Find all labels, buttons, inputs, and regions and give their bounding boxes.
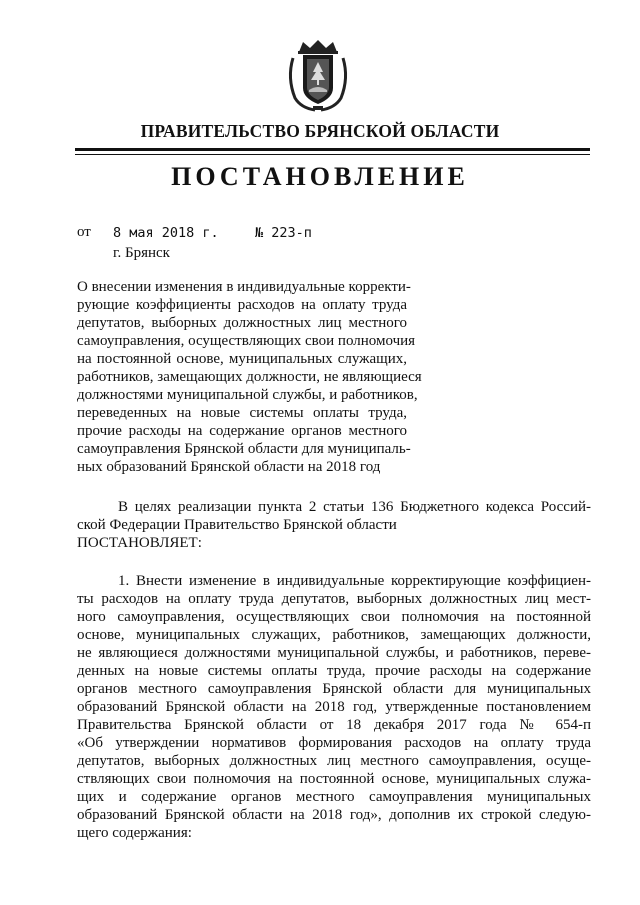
subject-line: должностями муниципальной службы, и работников, — [77, 387, 418, 403]
preamble-paragraph — [77, 498, 591, 552]
item-1-line: щего содержания: — [77, 825, 192, 841]
header-rule-thick — [75, 148, 590, 151]
subject-line: рующие коэффициенты расходов на оплату труда — [77, 297, 407, 313]
coat-of-arms-emblem — [285, 38, 351, 114]
subject-line: депутатов, выборных должностных лиц местного — [77, 315, 407, 331]
subject-line: ных образований Брянской области на 2018 год — [77, 459, 381, 475]
item-1-line: Правительства Брянской области от 18 декабря 2017 года № 654-п — [77, 717, 591, 733]
item-1-line: ты расходов на оплату труда депутатов, выборных должностных лиц мест- — [77, 591, 591, 607]
item-1-line: щих и содержание органов местного самоуправления муниципальных — [77, 789, 591, 805]
item-1-line: 1. Внести изменение в индивидуальные корректирующие коэффициен- — [118, 573, 591, 589]
preamble-line: ской Федерации Правительство Брянской области — [77, 517, 397, 533]
item-1-line: денных на новые системы оплаты труда, прочие расходы на содержание — [77, 663, 591, 679]
item-1-line: «Об утверждении нормативов формирования расходов на оплату труда — [77, 735, 591, 751]
subject-line: самоуправления, осуществляющих свои полномочия — [77, 333, 416, 349]
resolves-heading: ПОСТАНОВЛЯЕТ: — [77, 535, 202, 551]
from-label: от — [77, 224, 91, 240]
preamble-line: В целях реализации пункта 2 статьи 136 Бюджетного кодекса Россий- — [118, 499, 591, 515]
item-1-line: образований Брянской области на 2018 год», дополнив их строкой следую- — [77, 807, 591, 823]
item-1-line: ствляющих свои полномочия на постоянной основе, муниципальных служа- — [77, 771, 591, 787]
item-1-line: образований Брянской области на 2018 год, утвержденные постановлением — [77, 699, 591, 715]
item-1-line: ного самоуправления, осуществляющих свои полномочия на постоянной — [77, 609, 591, 625]
document-number: № 223-п — [255, 225, 312, 241]
government-title: ПРАВИТЕЛЬСТВО БРЯНСКОЙ ОБЛАСТИ — [140, 121, 500, 141]
header-rule-thin — [75, 154, 590, 155]
subject-line: самоуправления Брянской области для муниципаль- — [77, 441, 411, 457]
subject-line: прочие расходы на содержание органов местного — [77, 423, 407, 439]
document-city: г. Брянск — [113, 245, 170, 261]
document-date: 8 мая 2018 г. — [113, 225, 219, 241]
document-subject — [77, 278, 422, 476]
item-1-paragraph — [77, 572, 591, 842]
item-1-line: органов местного самоуправления Брянской области для муниципальных — [77, 681, 591, 697]
document-type-title: ПОСТАНОВЛЕНИЕ — [171, 162, 469, 191]
subject-line: работников, замещающих должности, не являющиеся — [77, 369, 422, 385]
item-1-line: не являющиеся должностями муниципальной службы, и работников, переве- — [77, 645, 591, 661]
subject-line: О внесении изменения в индивидуальные корректи- — [77, 279, 411, 295]
item-1-line: депутатов, выборных должностных лиц местного самоуправления, осуще- — [77, 753, 591, 769]
item-1-line: основе, муниципальных служащих, работников, замещающих должности, — [77, 627, 591, 643]
subject-line: переведенных на новые системы оплаты труда, — [77, 405, 407, 421]
subject-line: на постоянной основе, муниципальных служащих, — [77, 351, 407, 367]
